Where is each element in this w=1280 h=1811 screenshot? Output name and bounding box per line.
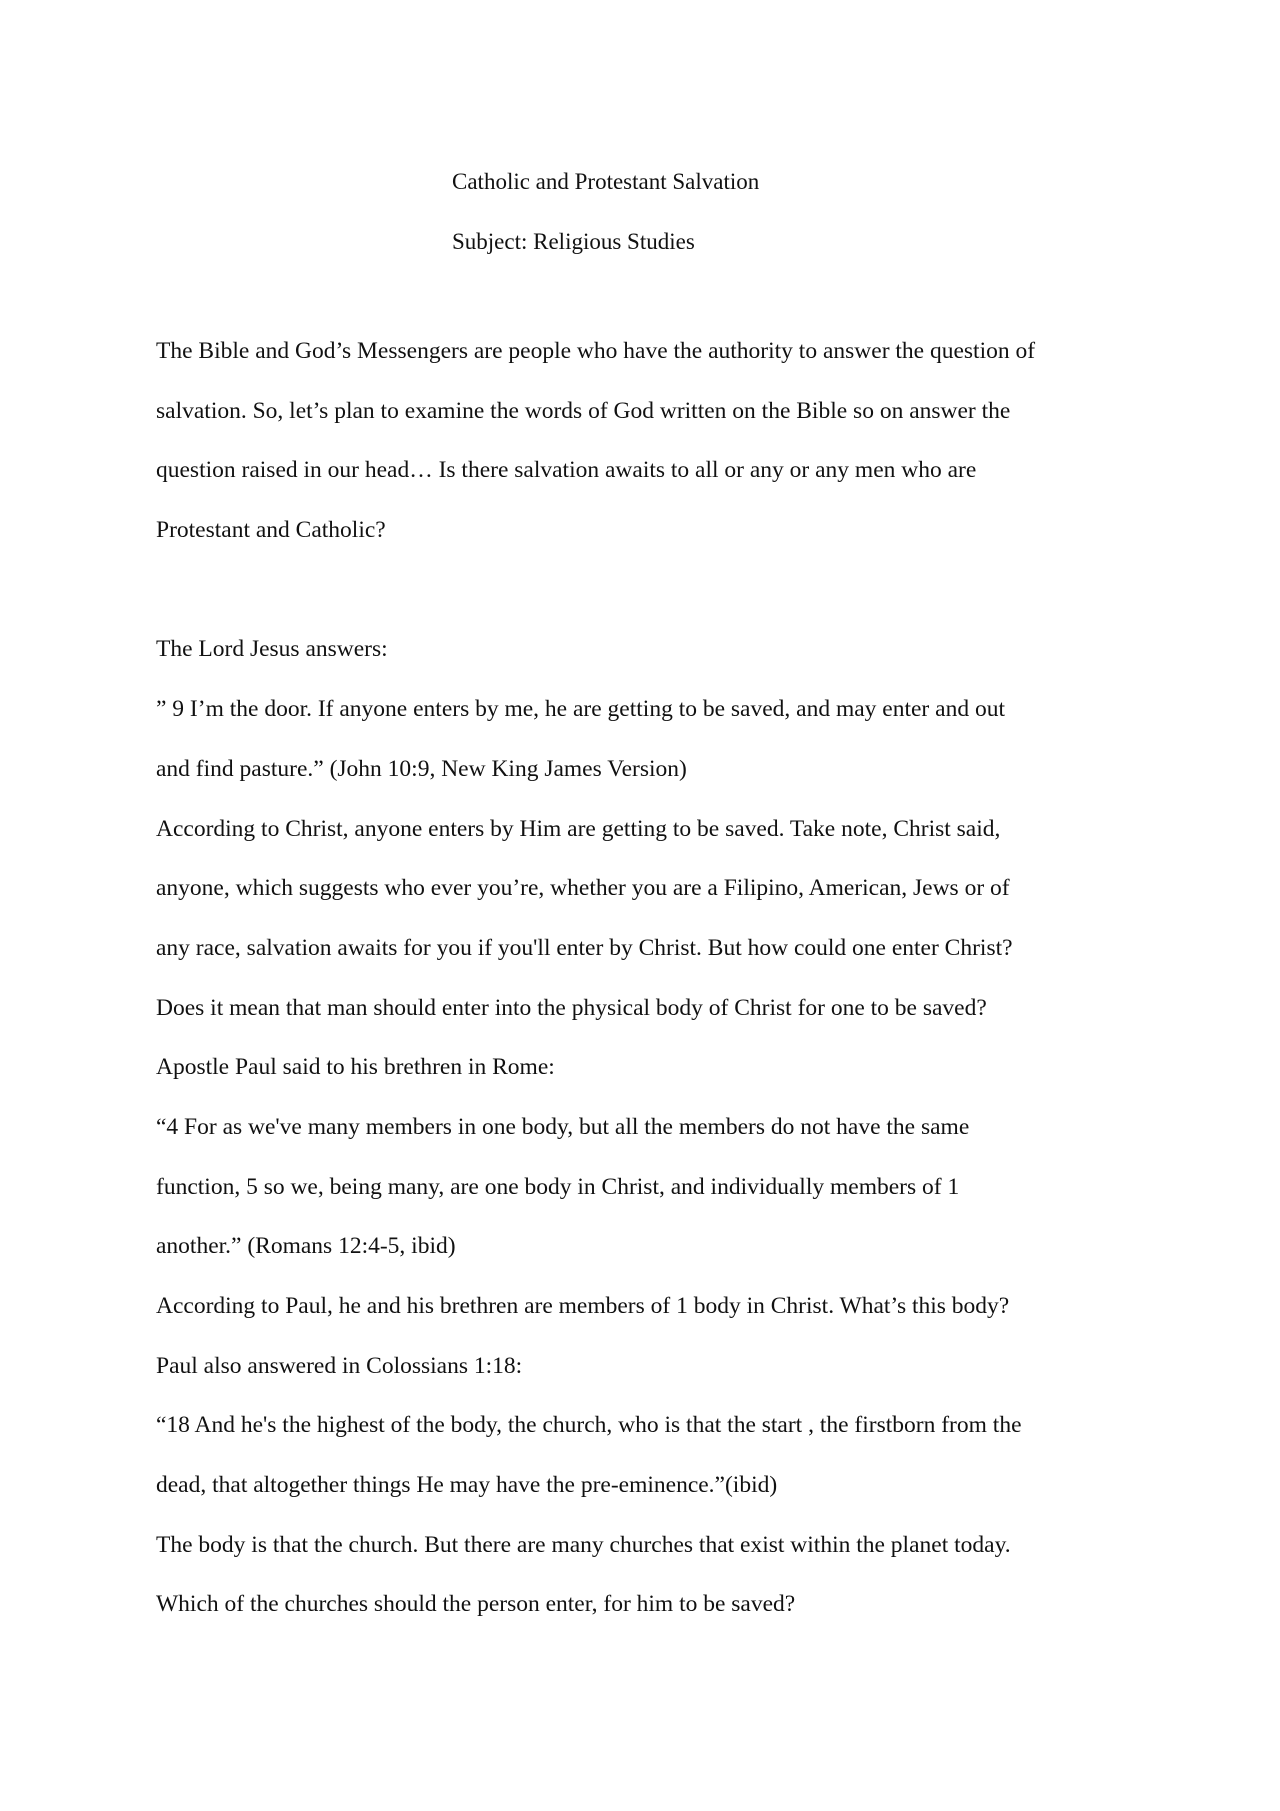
text-line: salvation. So, let’s plan to examine the words of God written on the Bible so on answer the	[156, 397, 1011, 424]
document-title: Catholic and Protestant Salvation	[452, 169, 760, 194]
text-line: The body is that the church. But there are many churches that exist within the planet today.	[156, 1531, 1011, 1558]
paragraph-main	[156, 620, 1156, 1635]
text-line: Does it mean that man should enter into the physical body of Christ for one to be saved?	[156, 994, 987, 1021]
document-body	[156, 322, 1156, 1635]
text-line: “18 And he's the highest of the body, the church, who is that the start , the firstborn from the	[156, 1412, 1022, 1439]
text-line: any race, salvation awaits for you if you'll enter by Christ. But how could one enter Christ?	[156, 934, 1013, 961]
text-line: Apostle Paul said to his brethren in Rome:	[156, 1054, 555, 1081]
text-line: According to Paul, he and his brethren are members of 1 body in Christ. What’s this body?	[156, 1293, 1010, 1319]
text-line: According to Christ, anyone enters by Him are getting to be saved. Take note, Christ said,	[156, 815, 1001, 842]
paragraph-intro	[156, 322, 1156, 561]
text-line: dead, that altogether things He may have the pre-eminence.”(ibid)	[156, 1472, 778, 1499]
text-line: Which of the churches should the person enter, for him to be saved?	[156, 1591, 796, 1618]
text-line: and find pasture.” (John 10:9, New King James Version)	[156, 755, 687, 782]
text-line: Paul also answered in Colossians 1:18:	[156, 1352, 523, 1379]
document-header	[452, 152, 1152, 272]
text-line: anyone, which suggests who ever you’re, whether you are a Filipino, American, Jews or of	[156, 875, 1010, 902]
text-line: question raised in our head… Is there salvation awaits to all or any or any men who are	[156, 457, 977, 484]
text-line: another.” (Romans 12:4-5, ibid)	[156, 1233, 456, 1260]
text-line: The Lord Jesus answers:	[156, 636, 388, 663]
document-subject: Subject: Religious Studies	[452, 229, 695, 254]
text-line: The Bible and God’s Messengers are people who have the authority to answer the question of	[156, 338, 1036, 364]
text-line: function, 5 so we, being many, are one body in Christ, and individually members of 1	[156, 1173, 960, 1200]
paragraph-gap	[156, 561, 1156, 621]
text-line: “4 For as we've many members in one body, but all the members do not have the same	[156, 1113, 970, 1140]
text-line: ” 9 I’m the door. If anyone enters by me, he are getting to be saved, and may enter and out	[156, 696, 1005, 723]
text-line: Protestant and Catholic?	[156, 517, 386, 544]
